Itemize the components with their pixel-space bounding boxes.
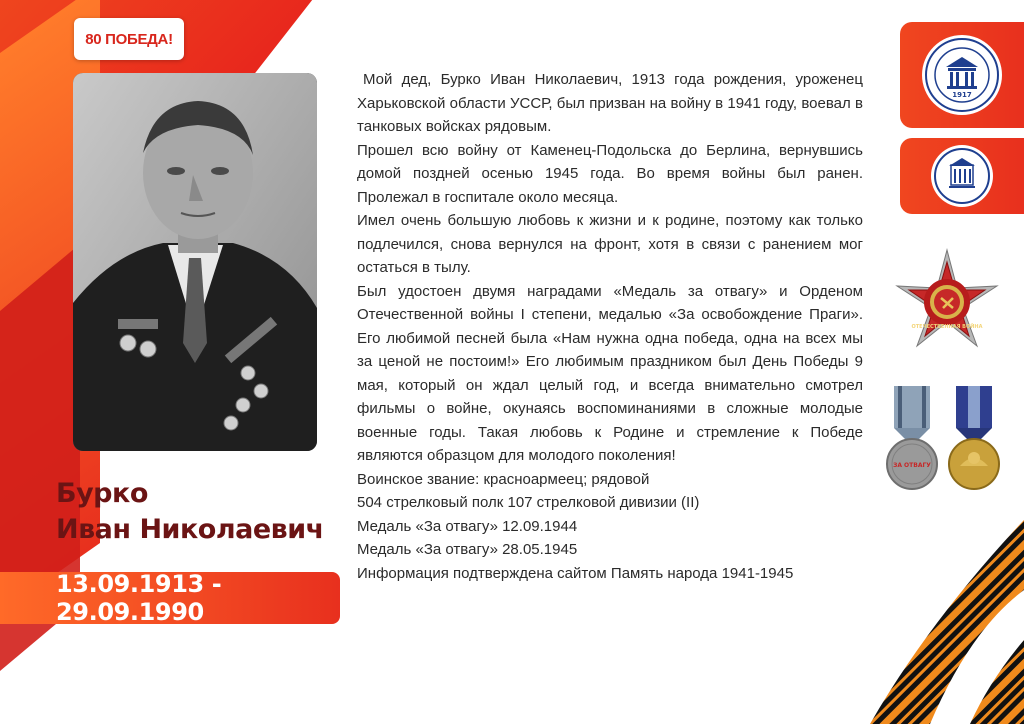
decor-stripe-left-dark [0,244,80,696]
bio-paragraph: Имел очень большую любовь к жизни и к родине, поэтому как только подлечился, снова вернулся на фронт, хотя в связи с ранением мог остаться в тылу. [357,212,863,276]
veteran-given-names: Иван Николаевич [56,514,324,545]
bio-paragraph: Был удостоен двумя наградами «Медаль за отвагу» и Орденом Отечественной войны I степени, медалью «За освобождение Праги». Его любимой песней была «Нам нужна одна победа, одна на всех мы за ценой не постоим!» Его любимым праздником был День Победы 9 мая, который он ждал целый год, и всегда внимательно смотрел фильмы о войне, окунаясь воспоминаниями в сложные молодые военные годы. Такая любовь к Родине и стремление к Победе являются образцом для молодого поколения! [357,282,863,464]
veteran-name [56,476,324,548]
university-logo-card [900,22,1024,128]
biography [357,68,863,585]
victory-80-badge: 80 ПОБЕДА! [74,18,184,60]
university-year: 1917 [952,91,972,99]
bio-fact: Воинское звание: красноармеец; рядовой [357,470,650,488]
bio-fact: Медаль «За отвагу» 28.05.1945 [357,541,578,558]
life-dates: 13.09.1913 - 29.09.1990 [56,570,222,626]
veteran-portrait [73,73,317,451]
st-george-ribbon [850,520,1024,724]
bio-paragraph: Мой дед, Бурко Иван Николаевич, 1913 года рождения, уроженец Харьковской области УССР, был призван на войну в 1941 году, воевал в танковых войсках рядовым. [357,71,863,135]
life-dates-bar [0,572,340,624]
bio-fact: Информация подтверждена сайтом Память народа 1941-1945 [357,564,794,582]
order-patriotic-war-icon [894,248,1000,356]
portrait-photo [73,73,317,451]
bio-fact: 504 стрелковый полк 107 стрелковой дивизии (II) [357,494,700,511]
order-inscription: ОТЕЧЕСТВЕННАЯ ВОЙНА [911,324,983,330]
university-seal-icon [920,33,1004,117]
bio-fact: Медаль «За отвагу» 12.09.1944 [357,517,578,535]
veteran-surname: Бурко [56,478,148,509]
bio-paragraph: Прошел всю войну от Каменец-Подольска до Берлина, вернувшись домой поздней осенью 1945 года. Во время войны был ранен. Пролежал в госпитале около месяца. [357,141,863,206]
medal-courage-icon [884,386,940,494]
college-seal-icon [929,143,995,209]
medal-inscription: ЗА ОТВАГУ [893,462,931,469]
college-logo-card [900,138,1024,214]
medal-prague-icon [946,386,1002,494]
